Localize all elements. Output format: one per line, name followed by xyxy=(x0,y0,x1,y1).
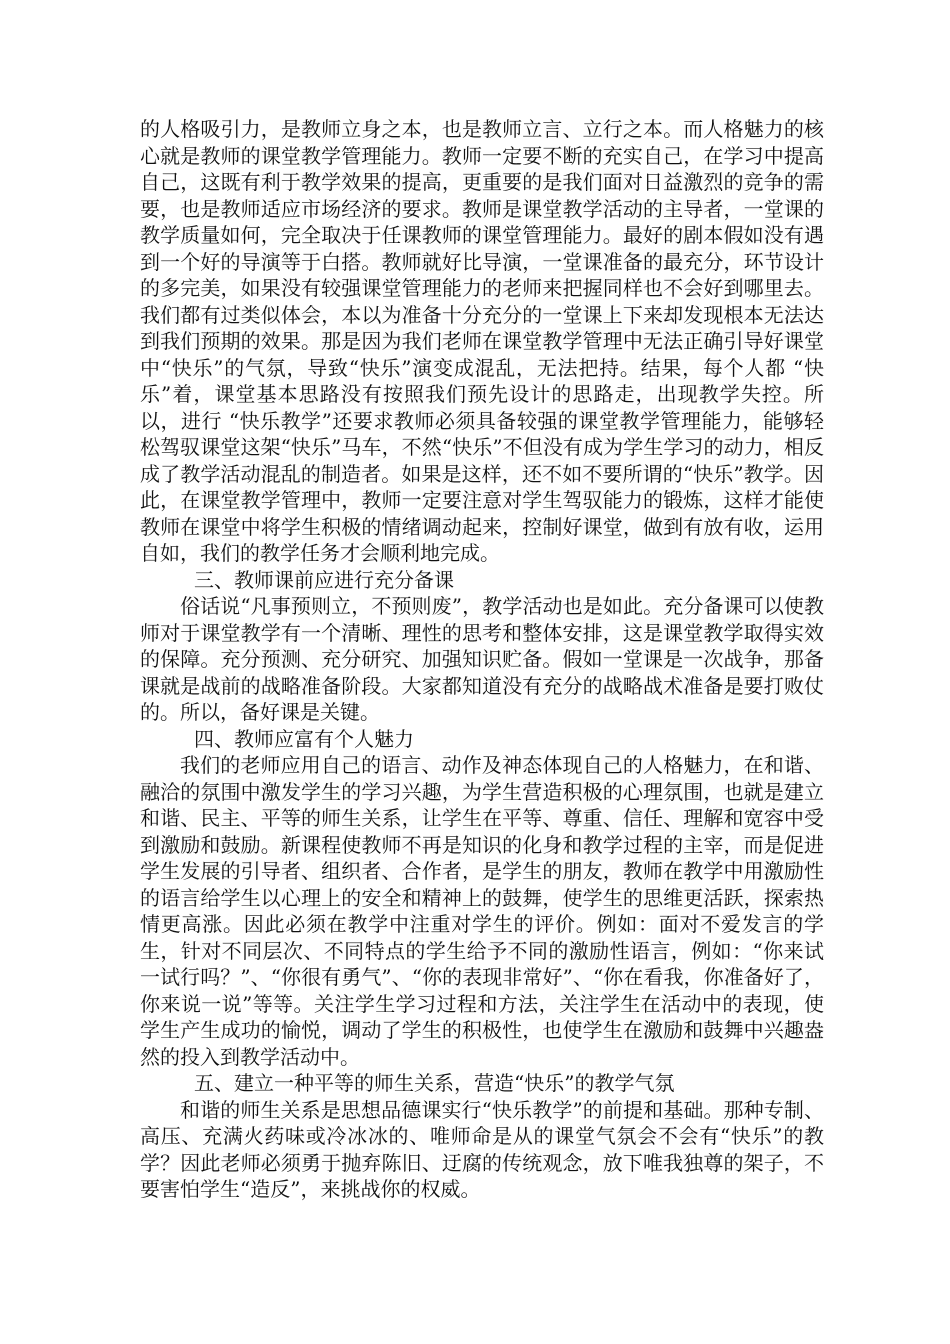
paragraph-equal-relationship: 和谐的师生关系是思想品德课实行“快乐教学”的前提和基础。那种专制、高压、充满火药味或冷冰冰的、唯师命是从的课堂气氛会不会有“快乐”的教学？因此老师必须勇于抛弃陈旧、迂腐的传统观念，放下唯我独尊的架子，不要害怕学生“造反”，来挑战你的权威。 xyxy=(140,1097,824,1201)
document-page xyxy=(140,116,824,1203)
section-heading-5: 五、建立一种平等的师生关系，营造“快乐”的教学气氛 xyxy=(194,1071,675,1095)
paragraph-lesson-preparation: 俗话说“凡事预则立，不预则废”，教学活动也是如此。充分备课可以使教师对于课堂教学有一个清晰、理性的思考和整体安排，这是课堂教学取得实效的保障。充分预测、充分研究、加强知识贮备。假如一堂课是一次战争，那备课就是战前的战略准备阶段。大家都知道没有充分的战略战术准备是要打败仗的。所以，备好课是关键。 xyxy=(140,594,824,724)
section-heading-3: 三、教师课前应进行充分备课 xyxy=(194,567,454,592)
section-heading-4: 四、教师应富有个人魅力 xyxy=(194,726,414,751)
paragraph-teacher-charm: 我们的老师应用自己的语言、动作及神态体现自己的人格魅力，在和谐、融洽的氛围中激发学生的学习兴趣，为学生营造积极的心理氛围，也就是建立和谐、民主、平等的师生关系，让学生在平等、尊重、信任、理解和宽容中受到激励和鼓励。新课程使教师不再是知识的化身和教学过程的主宰，而是促进学生发展的引导者、组织者、合作者，是学生的朋友，教师在教学中用激励性的语言给学生以心理上的安全和精神上的鼓舞，使学生的思维更活跃，探索热情更高涨。因此必须在教学中注重对学生的评价。例如：面对不爱发言的学生，针对不同层次、不同特点的学生给予不同的激励性语言，例如：“你来试一试行吗？”、“你很有勇气”、“你的表现非常好”、“你在看我，你准备好了，你来说一说”等等。关注学生学习过程和方法，关注学生在活动中的表现，使学生产生成功的愉悦，调动了学生的积极性，也使学生在激励和鼓舞中兴趣盎然的投入到教学活动中。 xyxy=(140,753,824,1069)
paragraph-personal-charm-continued: 的人格吸引力，是教师立身之本，也是教师立言、立行之本。而人格魅力的核心就是教师的课堂教学管理能力。教师一定要不断的充实自己，在学习中提高自己，这既有利于教学效果的提高，更重要的是我们面对日益激烈的竞争的需要，也是教师适应市场经济的要求。教师是课堂教学活动的主导者，一堂课的教学质量如何，完全取决于任课教师的课堂管理能力。最好的剧本假如没有遇到一个好的导演等于白搭。教师就好比导演，一堂课准备的最充分，环节设计的多完美，如果没有较强课堂管理能力的老师来把握同样也不会好到哪里去。我们都有过类似体会，本以为准备十分充分的一堂课上下来却发现根本无法达到我们预期的效果。那是因为我们老师在课堂教学管理中无法正确引导好课堂中“快乐”的气氛，导致“快乐”演变成混乱，无法把持。结果，每个人都 “快乐”着，课堂基本思路没有按照我们预先设计的思路走，出现教学失控。所以，进行 “快乐教学”还要求教师必须具备较强的课堂教学管理能力，能够轻松驾驭课堂这架“快乐”马车，不然“快乐”不但没有成为学生学习的动力，相反成了教学活动混乱的制造者。如果是这样，还不如不要所谓的“快乐”教学。因此，在课堂教学管理中，教师一定要注意对学生驾驭能力的锻炼，这样才能使教师在课堂中将学生积极的情绪调动起来，控制好课堂，做到有放有收，运用自如，我们的教学任务才会顺利地完成。 xyxy=(140,117,824,565)
